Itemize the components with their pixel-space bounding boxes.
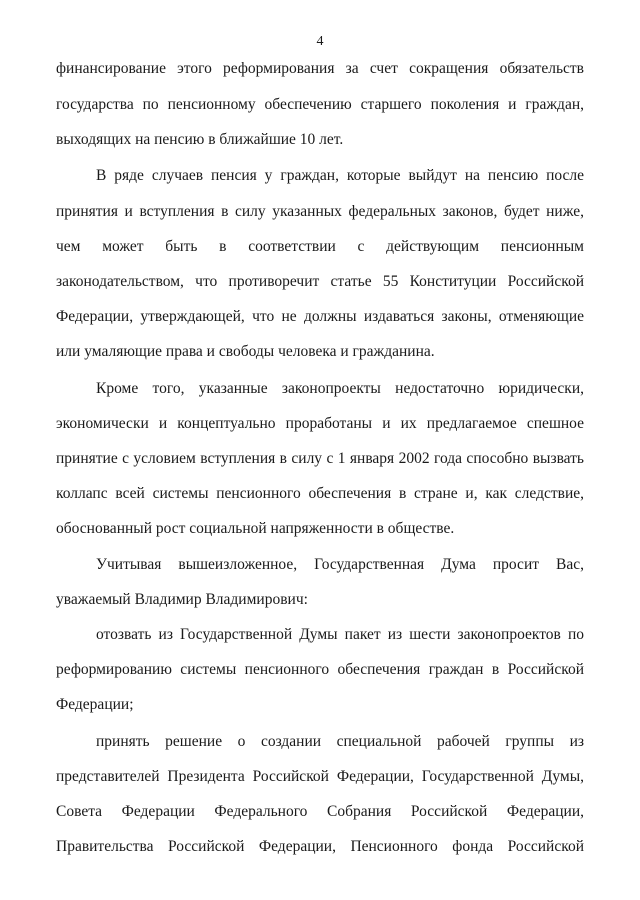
text-line-18: реформированию системы пенсионного обеспечения граждан в Российской <box>56 661 584 678</box>
text-line-21: представителей Президента Российской Федерации, Государственной Думы, <box>56 768 584 785</box>
text-line-11: экономически и концептуально проработаны и их предлагаемое спешное <box>56 415 584 432</box>
text-line-3: выходящих на пенсию в ближайшие 10 лет. <box>56 131 344 148</box>
text-line-8: Федерации, утверждающей, что не должны издаваться законы, отменяющие <box>56 308 584 325</box>
text-line-2: государства по пенсионному обеспечению старшего поколения и граждан, <box>56 96 584 113</box>
text-line-15: Учитывая вышеизложенное, Государственная Дума просит Вас, <box>96 556 584 573</box>
text-line-20: принять решение о создании специальной рабочей группы из <box>96 733 584 750</box>
text-line-7: законодательством, что противоречит статье 55 Конституции Российской <box>56 273 584 290</box>
text-line-19: Федерации; <box>56 696 134 713</box>
text-line-13: коллапс всей системы пенсионного обеспечения в стране и, как следствие, <box>56 485 584 502</box>
text-line-4: В ряде случаев пенсия у граждан, которые выйдут на пенсию после <box>96 167 584 184</box>
text-line-5: принятия и вступления в силу указанных федеральных законов, будет ниже, <box>56 203 584 220</box>
page-number: 4 <box>316 34 324 49</box>
text-line-14: обоснованный рост социальной напряженности в обществе. <box>56 520 455 537</box>
text-line-23: Правительства Российской Федерации, Пенсионного фонда Российской <box>56 838 584 855</box>
text-line-9: или умаляющие права и свободы человека и гражданина. <box>56 343 435 360</box>
text-line-6: чем может быть в соответствии с действующим пенсионным <box>56 238 584 255</box>
text-line-1: финансирование этого реформирования за счет сокращения обязательств <box>56 60 584 77</box>
text-line-22: Совета Федерации Федерального Собрания Российской Федерации, <box>56 803 584 820</box>
text-line-16: уважаемый Владимир Владимирович: <box>56 591 308 608</box>
text-line-10: Кроме того, указанные законопроекты недостаточно юридически, <box>96 380 584 397</box>
text-line-17: отозвать из Государственной Думы пакет из шести законопроектов по <box>96 626 584 643</box>
text-line-12: принятие с условием вступления в силу с 1 января 2002 года способно вызвать <box>56 450 584 467</box>
